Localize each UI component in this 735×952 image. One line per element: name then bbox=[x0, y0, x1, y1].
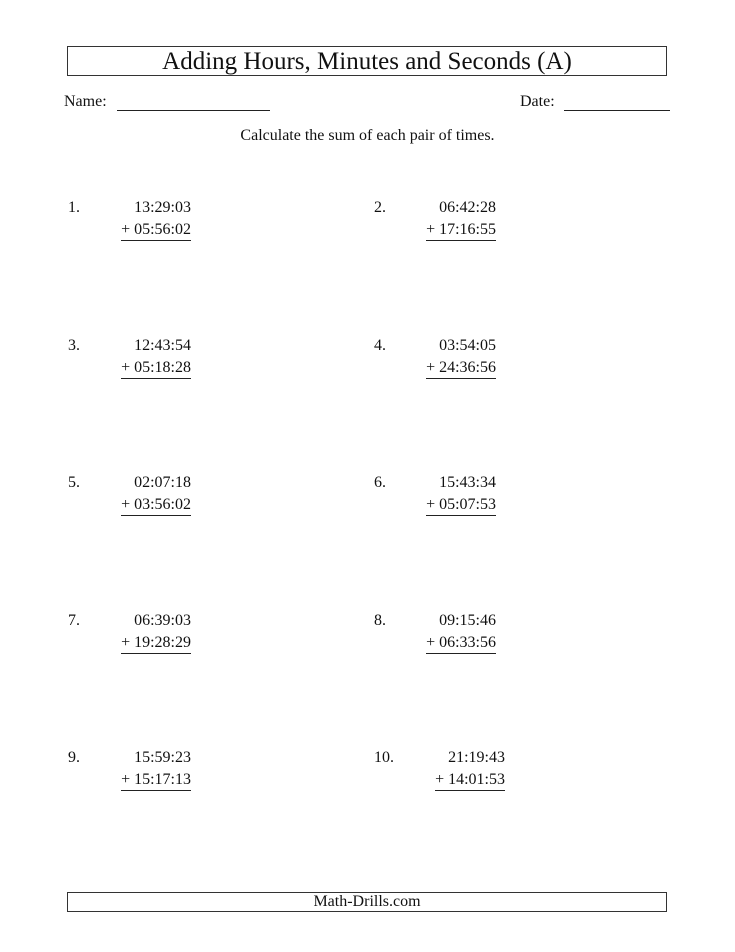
date-blank-line[interactable] bbox=[564, 110, 670, 111]
footer-credit: Math-Drills.com bbox=[67, 892, 667, 912]
problem-5 bbox=[68, 473, 191, 525]
instructions: Calculate the sum of each pair of times. bbox=[240, 127, 495, 144]
problem-number: 8. bbox=[374, 612, 386, 629]
second-time-row bbox=[121, 633, 191, 654]
problem-number: 4. bbox=[374, 337, 386, 354]
first-time: 06:39:03 bbox=[134, 612, 191, 629]
second-time-row bbox=[121, 358, 191, 379]
plus-operator: + bbox=[121, 221, 131, 238]
first-time: 15:43:34 bbox=[439, 474, 496, 491]
plus-operator: + bbox=[426, 496, 436, 513]
problem-8 bbox=[374, 611, 496, 663]
problem-1 bbox=[68, 198, 191, 250]
problem-number: 5. bbox=[68, 474, 80, 491]
plus-operator: + bbox=[435, 771, 445, 788]
problem-2 bbox=[374, 198, 496, 250]
second-time-row bbox=[435, 770, 505, 791]
plus-operator: + bbox=[426, 359, 436, 376]
second-time: 15:17:13 bbox=[134, 771, 191, 788]
second-time: 05:18:28 bbox=[134, 359, 191, 376]
date-label: Date: bbox=[520, 93, 555, 110]
problem-6 bbox=[374, 473, 496, 525]
first-time: 03:54:05 bbox=[439, 337, 496, 354]
problem-number: 9. bbox=[68, 749, 80, 766]
plus-operator: + bbox=[121, 359, 131, 376]
name-label: Name: bbox=[64, 93, 107, 110]
second-time: 19:28:29 bbox=[134, 634, 191, 651]
worksheet-title: Adding Hours, Minutes and Seconds (A) bbox=[67, 46, 667, 76]
second-time: 14:01:53 bbox=[448, 771, 505, 788]
name-blank-line[interactable] bbox=[117, 110, 270, 111]
second-time: 24:36:56 bbox=[439, 359, 496, 376]
problem-number: 2. bbox=[374, 199, 386, 216]
second-time: 17:16:55 bbox=[439, 221, 496, 238]
problem-number: 7. bbox=[68, 612, 80, 629]
plus-operator: + bbox=[426, 221, 436, 238]
problem-number: 10. bbox=[374, 749, 394, 766]
second-time-row bbox=[426, 495, 496, 516]
second-time: 05:07:53 bbox=[439, 496, 496, 513]
problem-number: 6. bbox=[374, 474, 386, 491]
second-time: 05:56:02 bbox=[134, 221, 191, 238]
problem-3 bbox=[68, 336, 191, 388]
second-time-row bbox=[426, 220, 496, 241]
plus-operator: + bbox=[121, 496, 131, 513]
plus-operator: + bbox=[426, 634, 436, 651]
plus-operator: + bbox=[121, 634, 131, 651]
plus-operator: + bbox=[121, 771, 131, 788]
second-time-row bbox=[426, 633, 496, 654]
second-time-row bbox=[426, 358, 496, 379]
problem-4 bbox=[374, 336, 496, 388]
second-time: 06:33:56 bbox=[439, 634, 496, 651]
problem-7 bbox=[68, 611, 191, 663]
problem-number: 3. bbox=[68, 337, 80, 354]
problem-9 bbox=[68, 748, 191, 800]
first-time: 12:43:54 bbox=[134, 337, 191, 354]
second-time-row bbox=[121, 495, 191, 516]
first-time: 15:59:23 bbox=[134, 749, 191, 766]
second-time-row bbox=[121, 770, 191, 791]
problem-10 bbox=[374, 748, 505, 800]
first-time: 09:15:46 bbox=[439, 612, 496, 629]
first-time: 06:42:28 bbox=[439, 199, 496, 216]
first-time: 13:29:03 bbox=[134, 199, 191, 216]
first-time: 02:07:18 bbox=[134, 474, 191, 491]
second-time-row bbox=[121, 220, 191, 241]
first-time: 21:19:43 bbox=[448, 749, 505, 766]
problem-number: 1. bbox=[68, 199, 80, 216]
second-time: 03:56:02 bbox=[134, 496, 191, 513]
